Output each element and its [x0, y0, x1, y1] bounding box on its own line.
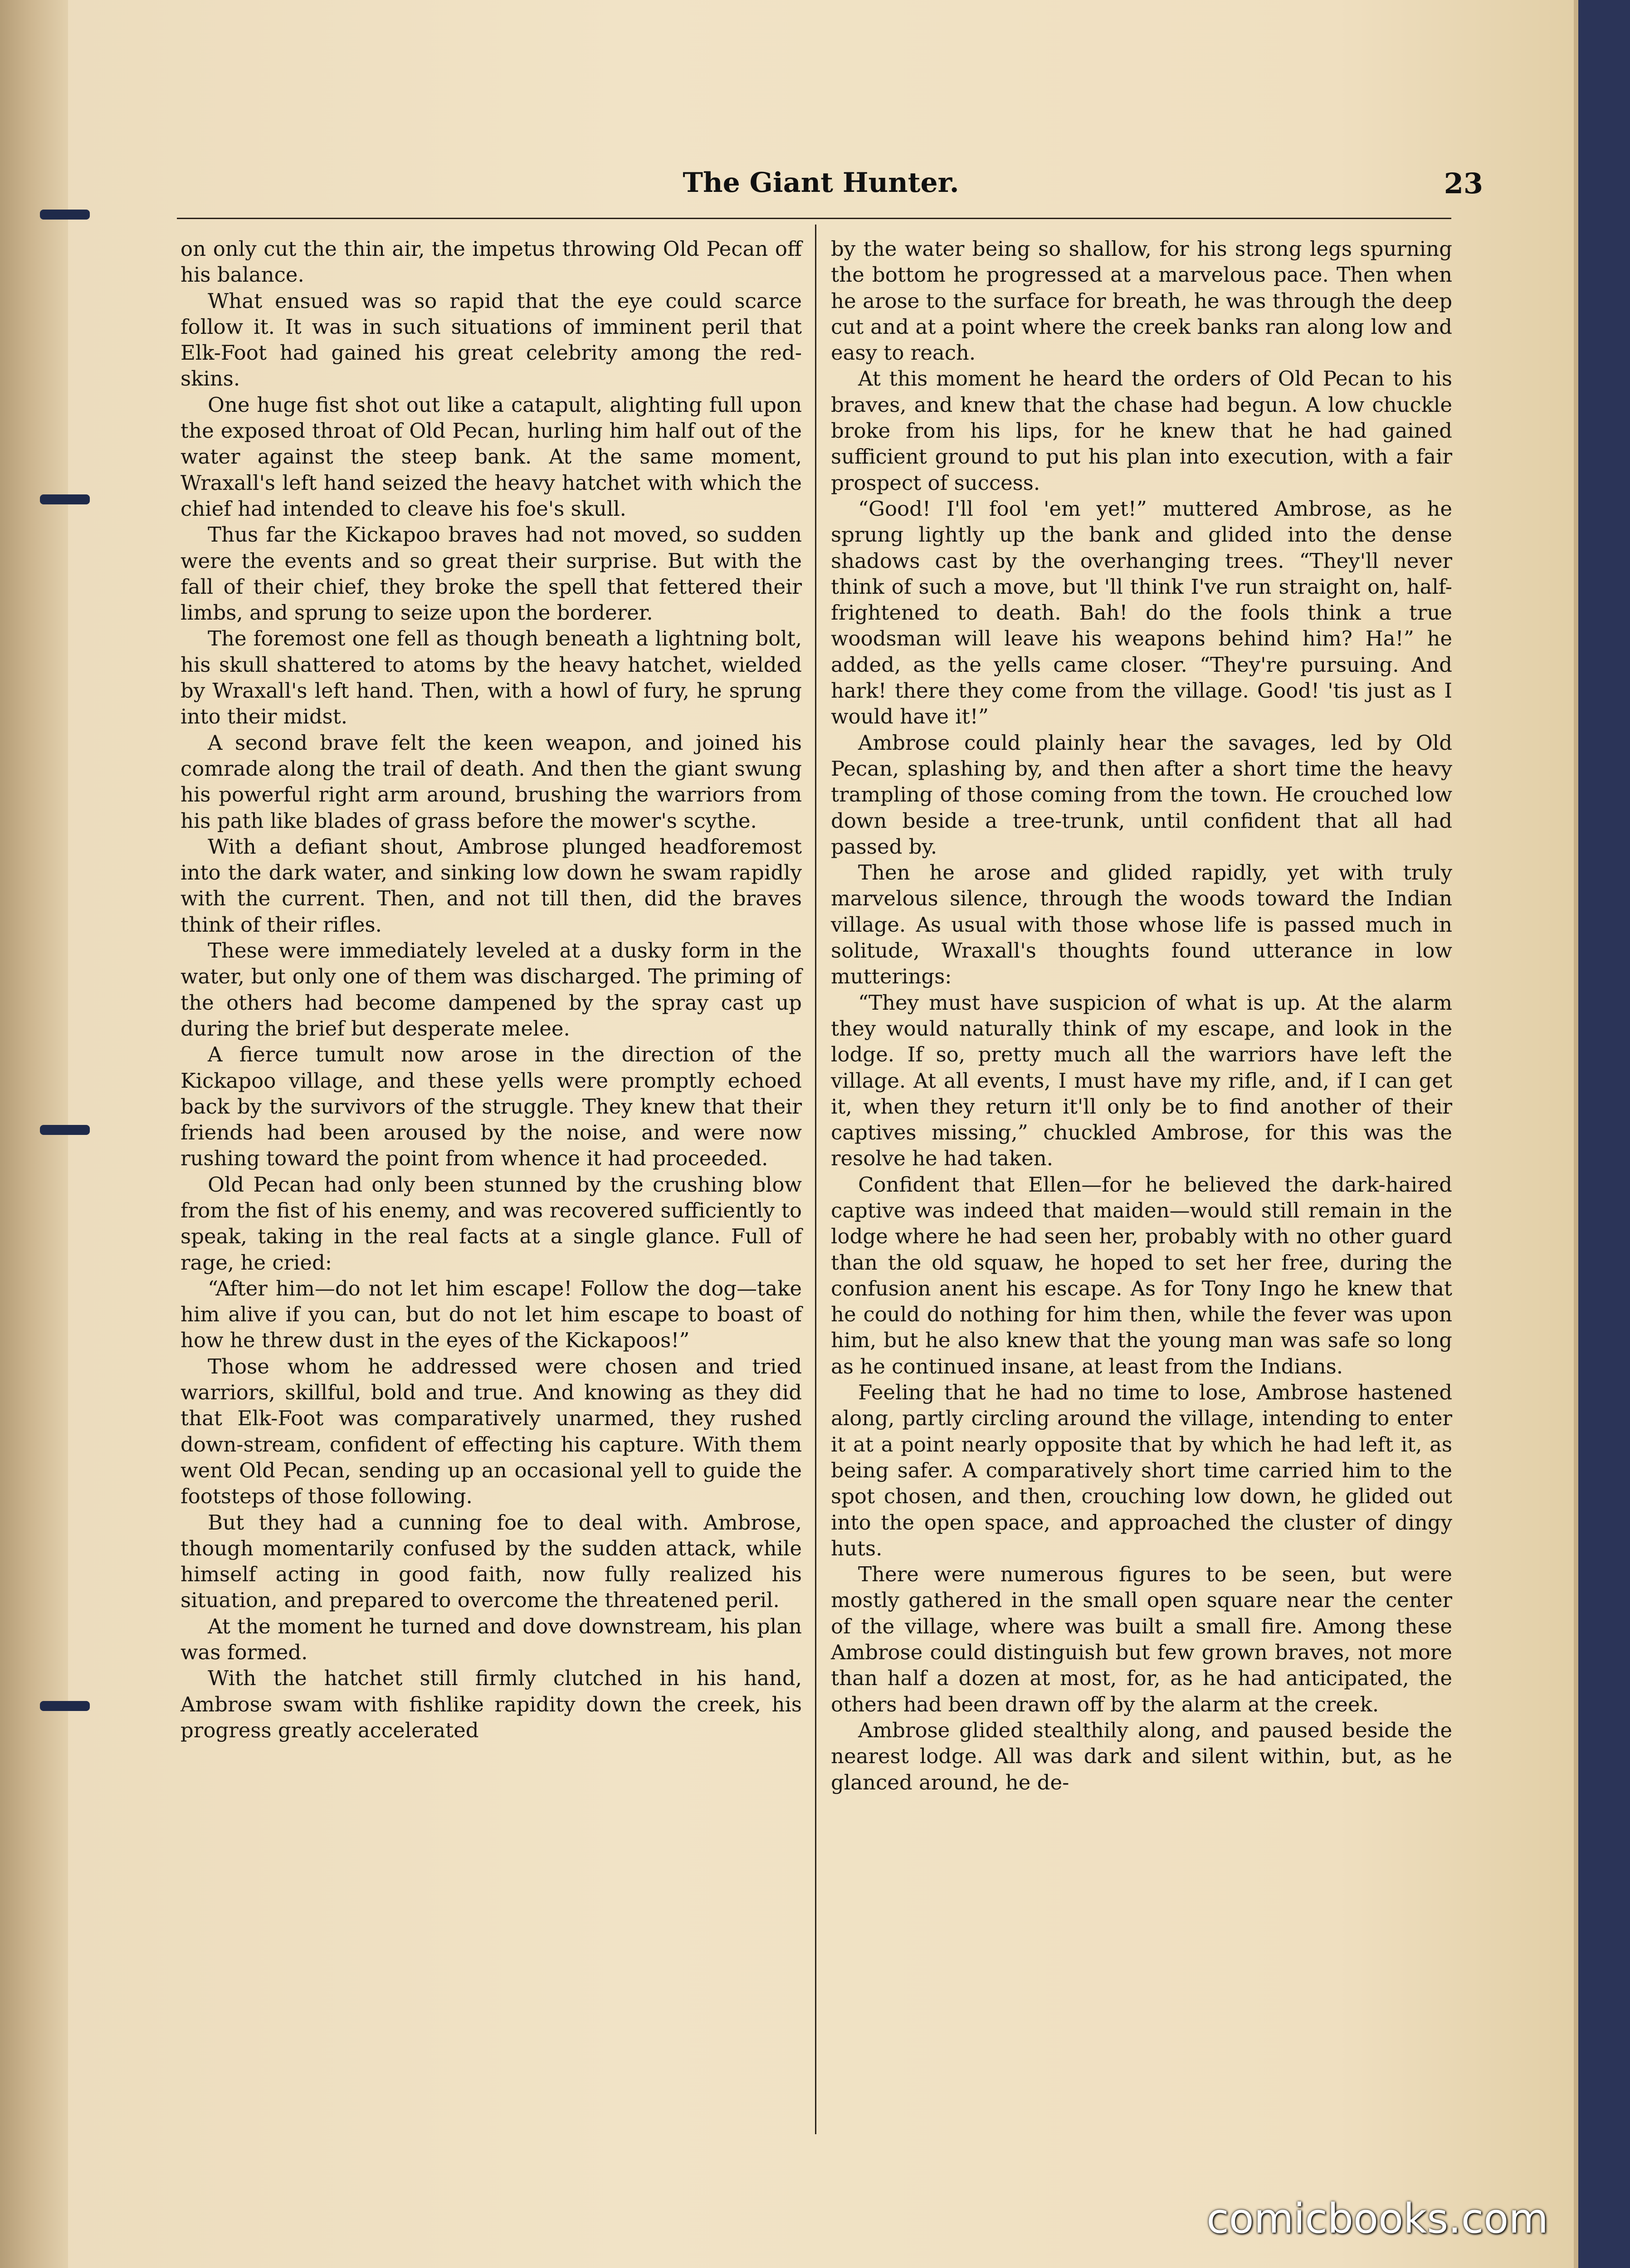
- paragraph: A second brave felt the keen weapon, and joined his comrade along the trail of death. And then the giant swung his powerful right arm around, brushing the warriors from his path like blades of grass before the mower's scythe.: [181, 730, 802, 833]
- binding-stitch: [40, 494, 90, 504]
- paragraph: At the moment he turned and dove downstream, his plan was formed.: [181, 1614, 802, 1665]
- paragraph: “They must have suspicion of what is up. At the alarm they would naturally think of my escape, and look in the lodge. If so, pretty much all the warriors have left the village. At all events, I must have my rifle, and, if I can get it, when they return it'll only be to find another of their captives missing,” chuckled Ambrose, for this was the resolve he had taken.: [831, 990, 1452, 1171]
- binding-stitch: [40, 1125, 90, 1135]
- running-title: The Giant Hunter.: [683, 167, 959, 199]
- paragraph: These were immediately leveled at a dusky form in the water, but only one of them was discharged. The priming of the others had become dampened by the spray cast up during the brief but desperate melee.: [181, 938, 802, 1041]
- paragraph: Thus far the Kickapoo braves had not moved, so sudden were the events and so great their surprise. But with the fall of their chief, they broke the spell that fettered their limbs, and sprung to seize upon the borderer.: [181, 523, 802, 625]
- binding-stitch: [40, 210, 90, 220]
- paragraph: Ambrose glided stealthily along, and paused beside the nearest lodge. All was dark and silent within, but, as he glanced around, he de-: [831, 1718, 1452, 1794]
- paragraph: At this moment he heard the orders of Old Pecan to his braves, and knew that the chase had begun. A low chuckle broke from his lips, for he knew that he had gained sufficient ground to put his plan into execution, with a fair prospect of success.: [831, 367, 1452, 495]
- paragraph: by the water being so shallow, for his strong legs spurning the bottom he progressed at a marvelous pace. Then when he arose to the surface for breath, he was through the deep cut and at a point where the creek banks ran along low and easy to reach.: [831, 237, 1452, 365]
- column-divider: [815, 225, 816, 2134]
- paragraph: The foremost one fell as though beneath a lightning bolt, his skull shattered to atoms by the heavy hatchet, wielded by Wraxall's left hand. Then, with a howl of fury, he sprung into their midst.: [181, 626, 802, 729]
- paragraph: “After him—do not let him escape! Follow the dog—take him alive if you can, but do not let him escape to boast of how he threw dust in the eyes of the Kickapoos!”: [181, 1276, 802, 1353]
- paragraph: Those whom he addressed were chosen and tried warriors, skillful, bold and true. And knowing as they did that Elk-Foot was comparatively unarmed, they rushed down-stream, confident of effecting his capture. With them went Old Pecan, sending up an occasional yell to guide the footsteps of those following.: [181, 1354, 802, 1509]
- header-rule: [177, 218, 1451, 219]
- running-header: [177, 167, 1483, 212]
- paragraph: What ensued was so rapid that the eye could scarce follow it. It was in such situations of imminent peril that Elk-Foot had gained his great celebrity among the red-skins.: [181, 288, 802, 391]
- paragraph: But they had a cunning foe to deal with. Ambrose, though momentarily confused by the sudden attack, while himself acting in good faith, now fully realized his situation, and prepared to overcome the threatened peril.: [181, 1510, 802, 1613]
- paragraph: Then he arose and glided rapidly, yet with truly marvelous silence, through the woods toward the Indian village. As usual with those whose life is passed much in solitude, Wraxall's thoughts found utterance in low mutterings:: [831, 860, 1452, 989]
- paragraph: Old Pecan had only been stunned by the crushing blow from the fist of his enemy, and was recovered sufficiently to speak, taking in the real facts at a single glance. Full of rage, he cried:: [181, 1172, 802, 1275]
- site-watermark: comicbooks.com: [1206, 2195, 1548, 2243]
- paragraph: There were numerous figures to be seen, but were mostly gathered in the small open square near the center of the village, where was built a small fire. Among these Ambrose could distinguish but few grown braves, not more than half a dozen at most, for, as he had anticipated, the others had been drawn off by the alarm at the creek.: [831, 1562, 1452, 1716]
- paragraph: “Good! I'll fool 'em yet!” muttered Ambrose, as he sprung lightly up the bank and glided into the dense shadows cast by the overhanging trees. “They'll never think of such a move, but 'll think I've run straight on, half-frightened to death. Bah! do the fools think a true woodsman will leave his weapons behind him? Ha!” he added, as the yells came closer. “They're pursuing. And hark! there they come from the village. Good! 'tis just as I would have it!”: [831, 496, 1452, 729]
- paragraph: Ambrose could plainly hear the savages, led by Old Pecan, splashing by, and then after a short time the heavy trampling of those coming from the town. He crouched low down beside a tree-trunk, until confident that all had passed by.: [831, 730, 1452, 859]
- left-column: [181, 236, 802, 1743]
- page-number: 23: [1444, 167, 1483, 200]
- paragraph: With a defiant shout, Ambrose plunged headforemost into the dark water, and sinking low down he swam rapidly with the current. Then, and not till then, did the braves think of their rifles.: [181, 834, 802, 937]
- binding-stitch: [40, 1701, 90, 1711]
- right-column: [831, 236, 1452, 1795]
- paragraph: With the hatchet still firmly clutched in his hand, Ambrose swam with fishlike rapidity down the creek, his progress greatly accelerated: [181, 1666, 802, 1742]
- paragraph: Feeling that he had no time to lose, Ambrose hastened along, partly circling around the village, intending to enter it at a point nearly opposite that by which he had left it, as being safer. A comparatively short time carried him to the spot chosen, and then, crouching low down, he glided out into the open space, and approached the cluster of dingy huts.: [831, 1380, 1452, 1560]
- paragraph: on only cut the thin air, the impetus throwing Old Pecan off his balance.: [181, 237, 802, 287]
- paragraph: Confident that Ellen—for he believed the dark-haired captive was indeed that maiden—would still remain in the lodge where he had seen her, probably with no other guard than the old squaw, he hoped to set her free, during the confusion anent his escape. As for Tony Ingo he knew that he could do nothing for him then, while the fever was upon him, but he also knew that the young man was safe so long as he continued insane, at least from the Indians.: [831, 1172, 1452, 1378]
- paragraph: One huge fist shot out like a catapult, alighting full upon the exposed throat of Old Pecan, hurling him half out of the water against the steep bank. At the same moment, Wraxall's left hand seized the heavy hatchet with which the chief had intended to cleave his foe's skull.: [181, 392, 802, 521]
- paragraph: A fierce tumult now arose in the direction of the Kickapoo village, and these yells were promptly echoed back by the survivors of the struggle. They knew that their friends had been aroused by the noise, and were now rushing toward the point from whence it had proceeded.: [181, 1042, 802, 1171]
